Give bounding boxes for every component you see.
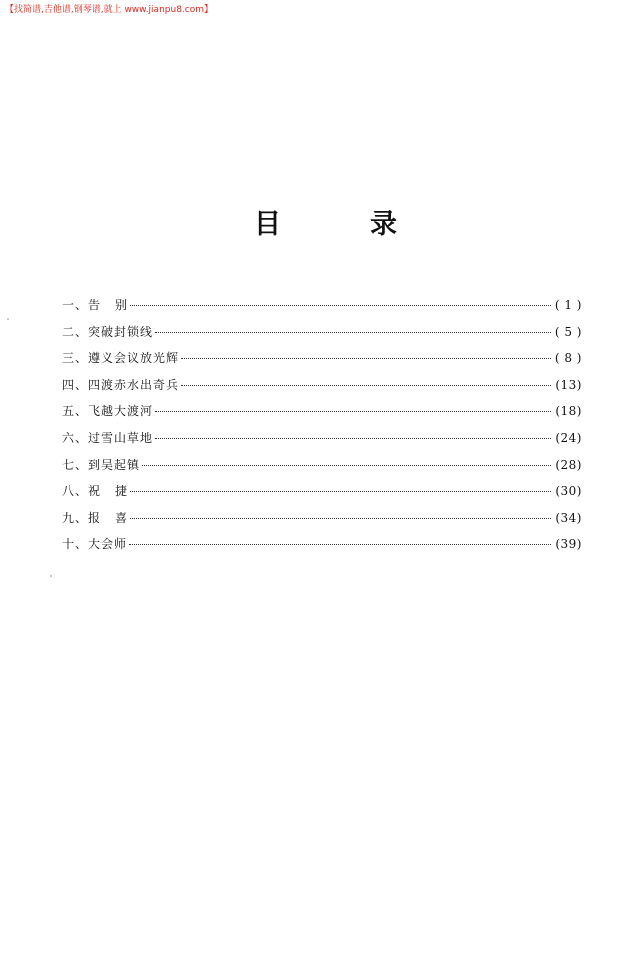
toc-entry-label xyxy=(62,403,153,419)
table-of-contents xyxy=(62,297,582,563)
toc-entry-10 xyxy=(62,536,582,563)
scan-speck xyxy=(7,318,9,320)
toc-entry-number: 二、 xyxy=(62,324,89,339)
toc-entry-number: 八、 xyxy=(62,484,89,499)
toc-entry-3 xyxy=(62,350,582,377)
toc-entry-label xyxy=(62,350,179,366)
toc-entry-page: ( 5 ) xyxy=(554,324,582,339)
scan-speck xyxy=(50,575,52,577)
toc-entry-8 xyxy=(62,483,582,510)
toc-entry-page: (28) xyxy=(555,457,582,472)
toc-entry-7 xyxy=(62,457,582,484)
toc-entry-5 xyxy=(62,403,582,430)
toc-entry-1 xyxy=(62,297,582,324)
toc-entry-label xyxy=(62,536,127,552)
toc-entry-title: 到吴起镇 xyxy=(88,457,141,472)
toc-entry-title: 大会师 xyxy=(88,537,128,552)
toc-entry-title-part: 捷 xyxy=(115,484,129,499)
dot-leader xyxy=(155,411,551,412)
toc-entry-title-part: 告 xyxy=(88,298,102,312)
toc-entry-label xyxy=(62,430,153,446)
toc-entry-title: 四渡赤水出奇兵 xyxy=(88,377,180,392)
toc-entry-number: 一、 xyxy=(62,298,89,312)
toc-entry-label xyxy=(62,483,128,499)
dot-leader xyxy=(130,518,551,519)
dot-leader xyxy=(130,491,551,492)
toc-entry-page: ( 8 ) xyxy=(554,351,582,366)
dot-leader xyxy=(155,438,551,439)
toc-entry-number: 七、 xyxy=(62,457,89,472)
toc-entry-page: (39) xyxy=(555,537,582,552)
toc-entry-title-part: 喜 xyxy=(115,510,129,525)
dot-leader xyxy=(181,358,551,359)
toc-entry-label xyxy=(62,457,140,473)
toc-entry-number: 九、 xyxy=(62,510,89,525)
toc-entry-title: 飞越大渡河 xyxy=(88,404,154,419)
toc-entry-page: (18) xyxy=(555,404,582,419)
toc-entry-page: (13) xyxy=(555,377,582,392)
toc-entry-page: (30) xyxy=(555,484,582,499)
dot-leader xyxy=(130,305,551,306)
dot-leader xyxy=(155,332,551,333)
watermark-banner: 【找简谱,吉他谱,钢琴谱,就上 www.jianpu8.com】 xyxy=(5,5,214,15)
toc-entry-label xyxy=(62,297,128,313)
dot-leader xyxy=(181,385,551,386)
toc-entry-title-part: 报 xyxy=(88,510,102,525)
toc-entry-number: 十、 xyxy=(62,537,89,552)
dot-leader xyxy=(142,465,551,466)
toc-entry-4 xyxy=(62,377,582,404)
toc-entry-title: 突破封锁线 xyxy=(88,324,154,339)
toc-entry-9 xyxy=(62,510,582,537)
toc-entry-number: 五、 xyxy=(62,404,89,419)
toc-entry-page: (34) xyxy=(555,510,582,525)
toc-entry-label xyxy=(62,324,153,340)
toc-entry-2 xyxy=(62,324,582,351)
dot-leader xyxy=(129,544,551,545)
page-title-char-2: 录 xyxy=(370,209,397,240)
toc-entry-number: 六、 xyxy=(62,430,89,445)
toc-entry-number: 四、 xyxy=(62,377,89,392)
toc-entry-label xyxy=(62,510,128,526)
toc-entry-title: 过雪山草地 xyxy=(88,430,154,445)
toc-entry-6 xyxy=(62,430,582,457)
toc-entry-title: 遵义会议放光辉 xyxy=(88,351,180,366)
page-title xyxy=(0,208,640,242)
toc-entry-number: 三、 xyxy=(62,351,89,366)
toc-entry-title-part: 祝 xyxy=(88,484,102,499)
page-title-char-1: 目 xyxy=(254,209,281,240)
toc-entry-page: ( 1 ) xyxy=(554,298,582,312)
toc-entry-title-part: 别 xyxy=(115,298,129,312)
toc-entry-label xyxy=(62,377,179,393)
toc-entry-page: (24) xyxy=(555,430,582,445)
